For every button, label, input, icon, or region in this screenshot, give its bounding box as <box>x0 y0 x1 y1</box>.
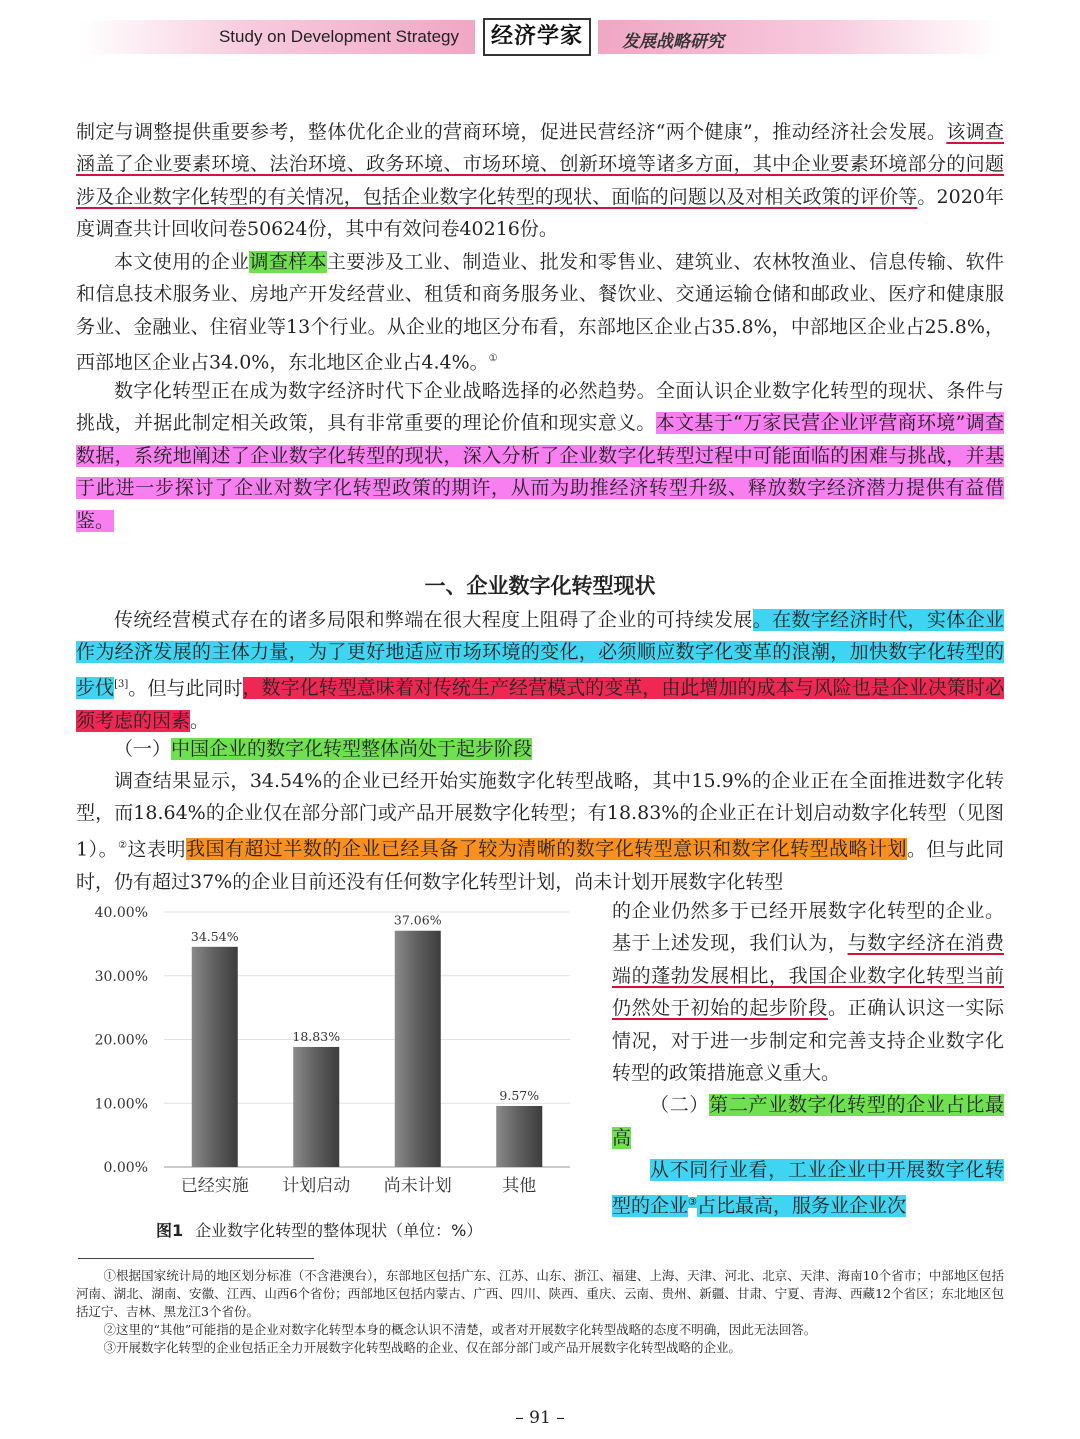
subsection-2-prefix: （二） <box>650 1094 710 1117</box>
header-left-band <box>80 20 475 54</box>
right-col-text-b: 。正确认识这一实际情况，对于进一步制定和完善支持企业数字化转型的政策措施意义重大。 <box>612 997 1004 1085</box>
citation-ref-3[interactable]: [3] <box>114 678 129 690</box>
para1-sentence-1: 制定与调整提供重要参考，整体优化企业的营商环境，促进民营经济“两个健康”，推动经济社会发展。 <box>76 121 947 143</box>
para2-text-b: 主要涉及工业、制造业、批发和零售业、建筑业、农林牧渔业、信息传输、软件和信息技术服务业、房地产开发经营业、租赁和商务服务业、餐饮业、交通运输仓储和邮政业、医疗和健康服务业、金融业、住宿业等13个行业。从企业的地区分布看，东部地区企业占35.8%，中部地区企业占25.8%，西部地区企业占34.0%，东北地区企业占4.4%。 <box>76 251 1004 374</box>
y-tick-label: 0.00% <box>103 1160 148 1176</box>
paragraph-2 <box>76 246 1004 379</box>
right-col-paragraph-2 <box>612 1154 1004 1222</box>
chart-caption <box>156 1218 482 1241</box>
bar <box>395 931 441 1167</box>
right-col-highlight-1: 从不同行业看，工业企业中开展数字化转型的企业 <box>612 1159 1004 1217</box>
y-tick-label: 40.00% <box>94 905 148 921</box>
para5-text-c: 。但与此同时，仍有超过37%的企业目前还没有任何数字化转型计划，尚未计划开展数字化转型 <box>76 838 1004 893</box>
right-col-highlight-2: 占比最高，服务业企业次 <box>696 1194 906 1217</box>
para4-text-a: 传统经营模式存在的诸多局限和弊端在很大程度上阻碍了企业的可持续发展 <box>114 609 753 631</box>
page-number: – 91 – <box>515 1408 565 1428</box>
para1-underlined: 该调查涵盖了企业要素环境、法治环境、政务环境、市场环境、创新环境等诸多方面，其中企业要素环境部分的问题涉及企业数字化转型的有关情况，包括企业数字化转型的现状、面临的问题以及对相关政策的评价等 <box>76 121 1004 208</box>
chart-caption-text: 企业数字化转型的整体现状（单位：%） <box>195 1221 483 1240</box>
paragraph-4 <box>76 604 1004 737</box>
para5-highlight: 我国有超过半数的企业已经具备了较为清晰的数字化转型意识和数字化转型战略计划 <box>185 838 908 861</box>
para1-sentence-3: 。2020年度调查共计回收问卷50624份，其中有效问卷40216份。 <box>76 185 1004 241</box>
data-label: 18.83% <box>292 1028 341 1044</box>
para4-text-b: 。但与此同时 <box>128 677 243 700</box>
right-col-underlined: 与数字经济在消费端的蓬勃发展相比，我国企业数字化转型当前仍然处于初始的起步阶段 <box>612 932 1004 1020</box>
y-tick-label: 30.00% <box>94 968 148 985</box>
journal-logo: 经济学家 <box>483 18 591 56</box>
y-tick-label: 10.00% <box>94 1096 148 1113</box>
y-tick-label: 20.00% <box>94 1032 148 1049</box>
footnote-ref-3[interactable]: ③ <box>688 1196 697 1208</box>
footnote-ref-2[interactable]: ② <box>118 839 128 851</box>
para3-text-a: 数字化转型正在成为数字经济时代下企业战略选择的必然趋势。全面认识企业数字化转型的现状、条件与挑战，并据此制定相关政策，具有非常重要的理论价值和现实意义。 <box>76 380 1004 435</box>
header-chinese-title: 发展战略研究 <box>622 32 724 52</box>
footnote-divider <box>78 1258 314 1259</box>
paragraph-5 <box>76 765 1004 898</box>
footnote-2: ②这里的“其他”可能指的是企业对数字化转型本身的概念认识不清楚，或者对开展数字化转型战略的态度不明确，因此无法回答。 <box>103 1322 817 1337</box>
para5-text-b: 这表明 <box>127 838 186 861</box>
paragraph-1 <box>76 116 1004 246</box>
x-tick-label: 已经实施 <box>180 1176 249 1196</box>
x-tick-label: 计划启动 <box>282 1176 351 1196</box>
para2-highlight: 调查样本 <box>249 251 327 273</box>
subsection-1-heading <box>76 733 1004 765</box>
footnotes <box>76 1267 1004 1357</box>
data-label: 34.54% <box>190 928 239 944</box>
footnote-ref-1[interactable]: ① <box>488 353 498 365</box>
para5-text-a: 调查结果显示，34.54%的企业已经开始实施数字化转型战略，其中15.9%的企业正在全面推进数字化转型，而18.64%的企业仅在部分部门或产品开展数字化转型；有18.83%的企业正在计划启动数字化转型（见图1）。 <box>76 770 1004 861</box>
x-tick-label: 尚未计划 <box>383 1176 452 1196</box>
para4-highlight-red: ，数字化转型意味着对传统生产经营模式的变革，由此增加的成本与风险也是企业决策时必须考虑的因素 <box>76 677 1004 732</box>
subsection-1-prefix: （一） <box>114 738 172 760</box>
para4-highlight-cyan: 。在数字经济时代，实体企业作为经济发展的主体力量，为了更好地适应市场环境的变化，必须顺应数字化变革的浪潮，加快数字化转型的步伐 <box>76 609 1004 700</box>
x-tick-label: 其他 <box>502 1176 537 1196</box>
subsection-1-title: 中国企业的数字化转型整体尚处于起步阶段 <box>171 738 533 760</box>
footnote-1: ①根据国家统计局的地区划分标准（不含港澳台），东部地区包括广东、江苏、山东、浙江、福建、上海、天津、河北、北京、天津、海南10个省市；中部地区包括河南、湖北、湖南、安徽、江西、山西6个省份；西部地区包括内蒙古、广西、四川、陕西、重庆、云南、贵州、新疆、甘肃、宁夏、青海、西藏12个省区；东北地区包括辽宁、吉林、黑龙江3个省份。 <box>76 1268 1004 1319</box>
paragraph-3 <box>76 375 1004 537</box>
footnote-3: ③开展数字化转型的企业包括正全力开展数字化转型战略的企业、仅在部分部门或产品开展数字化转型战略的企业。 <box>103 1340 742 1355</box>
bar <box>192 947 238 1167</box>
header-english-title: Study on Development Strategy <box>218 27 459 46</box>
para4-text-c: 。 <box>190 709 210 732</box>
header-right-band <box>598 20 1000 54</box>
right-column-text <box>612 895 1004 1222</box>
bar <box>496 1106 542 1167</box>
chart-caption-number: 图1 <box>156 1221 184 1240</box>
para3-highlight: 本文基于“万家民营企业评营商环境”调查数据，系统地阐述了企业数字化转型的现状，深入分析了企业数字化转型过程中可能面临的困难与挑战，并基于此进一步探讨了企业对数字化转型政策的期许，从而为助推经济转型升级、释放数字经济潜力提供有益借鉴。 <box>76 412 1004 532</box>
subsection-2-heading <box>612 1089 1004 1154</box>
bar-chart <box>80 900 580 1205</box>
data-label: 37.06% <box>393 912 442 928</box>
page-header <box>80 18 1000 58</box>
section-title: 一、企业数字化转型现状 <box>424 574 656 598</box>
data-label: 9.57% <box>499 1087 540 1103</box>
para2-text-a: 本文使用的企业 <box>114 251 250 273</box>
subsection-2-title: 第二产业数字化转型的企业占比最高 <box>612 1094 1004 1149</box>
right-col-text-a: 的企业仍然多于已经开展数字化转型的企业。基于上述发现，我们认为， <box>612 900 1004 955</box>
bar <box>293 1047 339 1167</box>
